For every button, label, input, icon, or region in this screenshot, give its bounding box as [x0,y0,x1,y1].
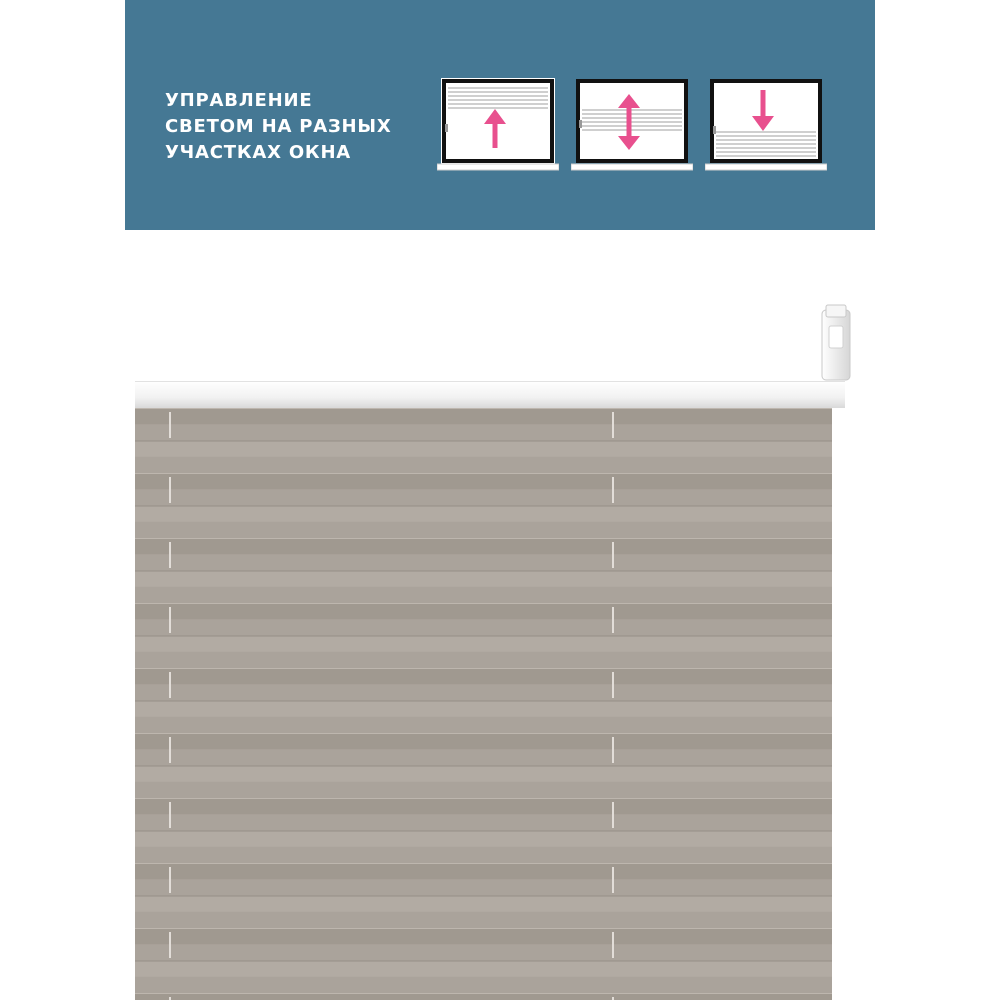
blind-middle-icon [571,76,693,172]
pleated-blind-image [0,230,1000,1000]
pleat-band [135,441,832,457]
blind-lower-icon [705,76,827,172]
pleat-band [135,928,832,944]
pleat-band [135,831,832,847]
banner-title [165,88,425,166]
pleat-band [135,668,832,684]
info-banner [125,0,875,230]
pleat-band [135,733,832,749]
pleat-band [135,863,832,879]
pleat-band [135,896,832,912]
pleat-band [135,473,832,489]
pleat-band [135,701,832,717]
blind-raise-icon [437,76,559,172]
pleat-band [135,603,832,619]
pleat-band [135,538,832,554]
pleat-band [135,993,832,1000]
pleat-band [135,571,832,587]
top-rail [135,381,845,408]
pleat-band [135,766,832,782]
pleat-band [135,961,832,977]
pleat-band [135,798,832,814]
banner-title-line-1: УПРАВЛЕНИЕ [165,90,313,111]
pleat-band [135,506,832,522]
banner-title-line-2: СВЕТОМ НА РАЗНЫХ [165,116,392,137]
mounting-clip [822,305,850,380]
pleat-band [135,408,832,424]
pleat-band [135,636,832,652]
banner-title-line-3: УЧАСТКАХ ОКНА [165,142,352,163]
